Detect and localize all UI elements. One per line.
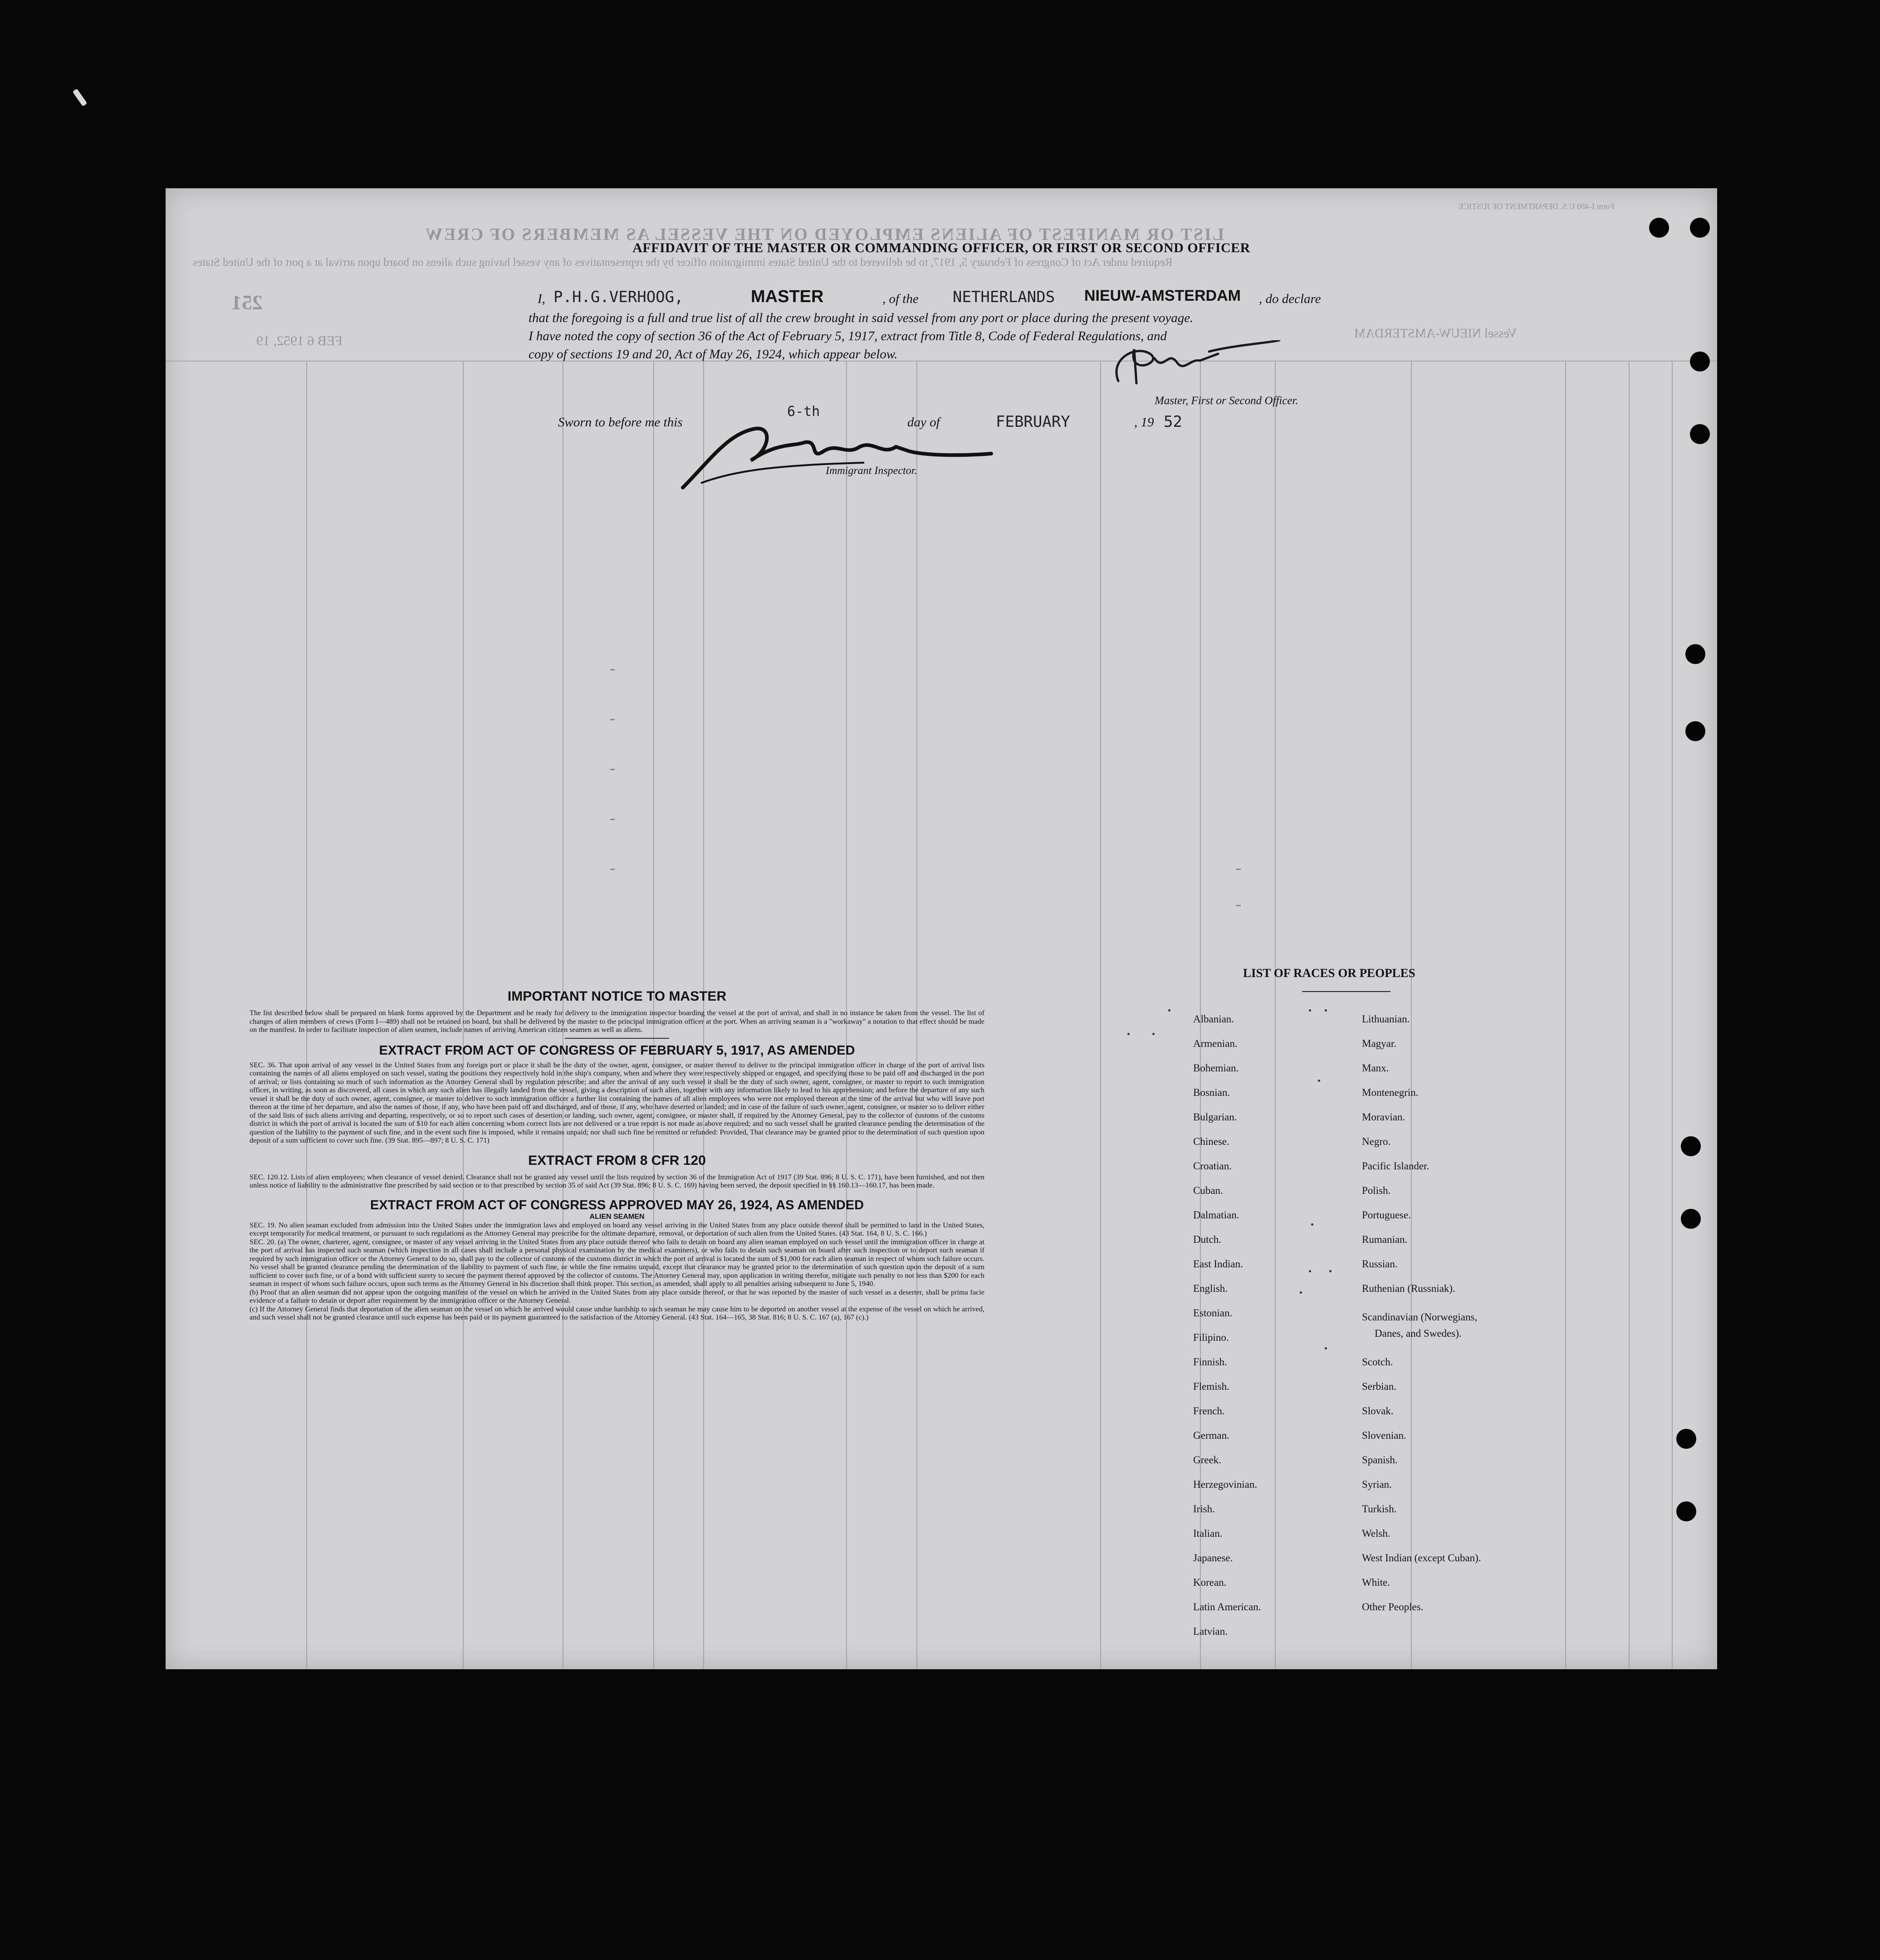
ink-dot — [1300, 1291, 1302, 1294]
race-item: Portuguese. — [1362, 1209, 1411, 1221]
race-item: Danes, and Swedes). — [1375, 1328, 1462, 1339]
ghost-column-line — [1100, 361, 1101, 1669]
ink-dot — [1318, 1080, 1320, 1082]
punch-hole — [1649, 218, 1669, 238]
ink-dot — [1127, 1033, 1130, 1035]
master-name-handwritten: P.H.G.VERHOOG, — [553, 288, 684, 306]
affidavit-line-2: that the foregoing is a full and true list of all the crew brought in said vessel from any port or place during the present voyage. — [529, 311, 1194, 325]
extract-1924-sec19: SEC. 19. No alien seaman excluded from admission into the United States under the immigration laws and employed on board any vessel arriving in the United States from any place outside thereof shall be permitted to land in the United States, except temporarily for medical treatment, or pursuant to such regulations as the Attorney General may prescribe for the ultimate departure, removal, or deportation of such alien from the United States. (43 Stat. 164, 8 U. S. C. 166.) — [250, 1221, 984, 1237]
row-mark — [1236, 905, 1241, 906]
races-left-column — [1193, 1007, 1261, 1644]
sworn-label: Sworn to before me this — [558, 415, 683, 430]
race-item: German. — [1193, 1430, 1229, 1441]
race-item: Irish. — [1193, 1503, 1215, 1515]
race-item: Korean. — [1193, 1577, 1227, 1588]
ghost-form-number: Form I-480 U.S. DEPARTMENT OF JUSTICE — [1459, 202, 1615, 211]
extract-1924-sec20a: SEC. 20. (a) The owner, charterer, agent, consignee, or master of any vessel arriving in the United States from any place outside thereof who fails to detain on board any alien seaman employed on such vessel until the immigration officer in charge at the port of arrival has inspected such seaman (which inspection in all cases shall include a personal physical examination by the medical examiners), or who fails to detain such seaman on board after such inspection or to deport such seaman if required by such immigration officer or the Attorney General to do so, shall pay to the collector of customs of the customs district in which the port of arrival is located the sum of $1,000 for each alien seaman in respect of whom such failure occurs. No vessel shall be granted clearance pending the determination of the liability to payment of such fine, or while the fine remains unpaid, except that clearance may be granted prior to the determination of such question upon the deposit of a sum sufficient to cover such fine, or of a bond with sufficient surety to secure the payment thereof approved by the collector of customs. The Attorney General may, upon application in writing therefor, mitigate such penalty to not less than $200 for each seaman in respect of whom such failure occurs, upon such terms as the Attorney General in his discretion shall think proper. This section, as amended, shall apply to all penalties arising subsequent to June 5, 1940. — [250, 1237, 984, 1288]
row-mark — [610, 669, 615, 670]
extract-1917-body: SEC. 36. That upon arrival of any vessel in the United States from any foreign port or place it shall be the duty of the owner, agent, consignee, or master thereof to deliver to the principal immigration officer in charge of the port of arrival lists containing the names of all aliens employed on such vessel, stating the positions they respectively hold in the ship's company, when and where they were respectively shipped or engaged, and specifying those to be paid off and discharged in the port of arrival; or lists containing so much of such information as the Attorney General shall by regulation prescribe; and after the arrival of any such vessel it shall be the duty of such owner, agent, consignee, or master to report to such immigration officer, in writing, as soon as discovered, all cases in which any such alien has illegally landed from the vessel, giving a description of such alien, together with any information likely to lead to his apprehension; and before the departure of any such vessel it shall be the duty of such owner, agent, consignee, or master to deliver to such immigration officer a further list containing the names of all alien employees who were not employed thereon at the time of the arrival but who will leave port thereon at the time of her departure, and also the names of those, if any, who have been paid off and discharged, and of those, if any, who have deserted or landed; and in case of the failure of such owner, agent, consignee, or master so to deliver either of the said lists of such aliens arriving and departing, respectively, or so to report such cases of desertion or landing, such owner, agent, consignee, or master shall, if required by the Attorney General, pay to the collector of customs of the customs district in which the port of arrival is located the sum of $10 for each alien concerning whom correct lists are not delivered or a true report is not made as above required; and no such vessel shall be granted clearance pending the determination of the question of the liability to the payment of such fine, and in the event such fine is imposed, while it remains unpaid; nor shall such fine be remitted or refunded: Provided, That clearance may be granted prior to the determination of such question upon deposit of a sum sufficient to cover such fine. (39 Stat. 895—897; 8 U. S. C. 171) — [250, 1061, 984, 1144]
day-of-label: day of — [907, 415, 940, 430]
race-item: Turkish. — [1362, 1503, 1397, 1515]
race-item: Albanian. — [1193, 1013, 1234, 1025]
race-item: Herzegovinian. — [1193, 1479, 1258, 1490]
races-list-title: LIST OF RACES OR PEOPLES — [1243, 966, 1415, 980]
race-item: Scandinavian (Norwegians, — [1362, 1311, 1478, 1323]
race-item: Croatian. — [1193, 1160, 1232, 1172]
divider — [565, 1038, 669, 1039]
race-item: Chinese. — [1193, 1136, 1229, 1147]
do-declare-label: , do declare — [1259, 292, 1321, 306]
race-item: Latvian. — [1193, 1626, 1228, 1637]
ghost-sheet-number: 251 — [231, 291, 263, 314]
races-right-column — [1362, 1007, 1481, 1619]
race-item: Filipino. — [1193, 1332, 1229, 1343]
notice-section — [250, 989, 984, 1322]
race-item: Magyar. — [1362, 1038, 1397, 1049]
punch-hole — [1681, 1209, 1701, 1229]
punch-hole — [1690, 424, 1710, 444]
race-item: West Indian (except Cuban). — [1362, 1552, 1481, 1564]
extract-cfr-body: SEC. 120.12. Lists of alien employees; when clearance of vessel denied. Clearance shall not be granted any vessel until the lists required by section 36 of the Immigration Act of 1917 (39 Stat. 896; 8 U. S. C. 171), have been furnished, and not then unless notice of liability to the administrative fine prescribed by said section or to that prescribed by section 35 of said Act (39 Stat. 896; 8 U. S. C. 169) having been served, the deposit specified in §§ 160.13—160.17, has been made. — [250, 1173, 984, 1189]
race-item: Bulgarian. — [1193, 1111, 1237, 1123]
punch-hole — [1676, 1429, 1696, 1449]
race-item: Italian. — [1193, 1528, 1223, 1539]
ship-name: NIEUW-AMSTERDAM — [1084, 287, 1241, 304]
ghost-header-rule — [166, 361, 1717, 362]
race-item: English. — [1193, 1283, 1228, 1294]
race-item: Greek. — [1193, 1454, 1221, 1466]
alien-seamen-subtitle: ALIEN SEAMEN — [589, 1212, 645, 1221]
ghost-column-line — [1629, 361, 1630, 1669]
ghost-vessel-name: Vessel NIEUW-AMSTERDAM — [1354, 327, 1517, 341]
race-item: Syrian. — [1362, 1479, 1392, 1490]
race-item: Other Peoples. — [1362, 1601, 1424, 1613]
row-mark — [610, 719, 615, 720]
race-item: East Indian. — [1193, 1258, 1243, 1270]
extract-1924-sec20b: (b) Proof that an alien seaman did not appear upon the outgoing manifest of the vessel on which he arrived in the United States from any place outside thereof, or that he was reported by the master of such vessel as a deserter, shall be prima facie evidence of a failure to detain or deport after requirement by the immigration officer or the Attorney General. — [250, 1288, 984, 1305]
race-item: Latin American. — [1193, 1601, 1261, 1613]
race-item: Welsh. — [1362, 1528, 1390, 1539]
race-item: French. — [1193, 1405, 1225, 1417]
race-item: Polish. — [1362, 1185, 1391, 1196]
sworn-year-handwritten: 52 — [1164, 413, 1182, 431]
notice-body: The list described below shall be prepared on blank forms approved by the Department and be ready for delivery to the immigration inspector boarding the vessel at the port of arrival, and shall in no instance be taken from the vessel. The list of changes of alien members of crews (Form I—489) shall not be retained on board, but shall be delivered by the master to the principal immigration officer at the port. When an arriving seaman is a "workaway" a notation to that effect should be made on the manifest. In order to facilitate inspection of alien seamen, include names of arriving American citizen seamen as well as aliens. — [250, 1009, 984, 1034]
ghost-date-stamp: FEB 6 1952, 19 — [256, 333, 343, 348]
inspector-caption: Immigrant Inspector. — [826, 465, 917, 477]
ghost-manifest-title: LIST OR MANIFEST OF ALIENS EMPLOYED ON THE VESSEL AS MEMBERS OF CREW — [424, 225, 1224, 244]
extract-1917-title: EXTRACT FROM ACT OF CONGRESS OF FEBRUARY 5, 1917, AS AMENDED — [379, 1043, 855, 1058]
ghost-column-line — [1672, 361, 1673, 1669]
ink-dot — [1309, 1270, 1311, 1272]
sworn-month-handwritten: FEBRUARY — [996, 413, 1070, 431]
race-item: Spanish. — [1362, 1454, 1398, 1466]
rank-master: MASTER — [751, 287, 824, 306]
signer-caption: Master, First or Second Officer. — [1155, 395, 1298, 407]
ink-dot — [1329, 1270, 1332, 1272]
race-item: Finnish. — [1193, 1356, 1227, 1368]
race-item: Bosnian. — [1193, 1087, 1230, 1098]
of-the-label: , of the — [882, 292, 919, 306]
affidavit-line-3: I have noted the copy of section 36 of the Act of February 5, 1917, extract from Title 8, Code of Federal Regulations, and — [529, 329, 1167, 343]
punch-hole — [1681, 1136, 1701, 1156]
race-item: Estonian. — [1193, 1307, 1233, 1319]
race-item: Japanese. — [1193, 1552, 1233, 1564]
ghost-column-line — [1565, 361, 1566, 1669]
ink-dot — [1168, 1009, 1170, 1012]
punch-hole — [1690, 352, 1710, 371]
notice-title: IMPORTANT NOTICE TO MASTER — [507, 989, 727, 1004]
affidavit-i-label: I, — [538, 292, 545, 306]
punch-hole — [1690, 218, 1710, 238]
row-mark — [610, 869, 615, 870]
manifest-sheet — [166, 188, 1717, 1669]
race-item: Rumanian. — [1362, 1234, 1408, 1245]
ink-dot — [1309, 1009, 1311, 1012]
race-item: Lithuanian. — [1362, 1013, 1410, 1025]
race-item: Ruthenian (Russniak). — [1362, 1283, 1455, 1294]
race-item: Dalmatian. — [1193, 1209, 1239, 1221]
punch-hole — [1676, 1501, 1696, 1521]
race-item: Bohemian. — [1193, 1062, 1239, 1074]
race-item: Manx. — [1362, 1062, 1389, 1074]
race-item: Dutch. — [1193, 1234, 1221, 1245]
extract-1924-sec20c: (c) If the Attorney General finds that deportation of the alien seaman on the vessel on which he arrived would cause undue hardship to such seaman he may cause him to be deported on another vessel at the expense of the vessel on which he arrived, and such vessel shall not be granted clearance until such expense has been paid or its payment guaranteed to the satisfaction of the Attorney General. (43 Stat. 164—165, 38 Stat. 816; 8 U. S. C. 167 (a), 167 (c).) — [250, 1305, 984, 1321]
inspector-signature — [674, 415, 1000, 497]
year-prefix-label: , 19 — [1134, 415, 1154, 430]
row-mark — [1236, 869, 1241, 870]
ink-dot — [1311, 1223, 1313, 1226]
race-item: Armenian. — [1193, 1038, 1238, 1049]
race-item: Russian. — [1362, 1258, 1398, 1270]
ink-dot — [1325, 1009, 1327, 1012]
race-item: Cuban. — [1193, 1185, 1223, 1196]
extract-cfr-title: EXTRACT FROM 8 CFR 120 — [528, 1153, 706, 1168]
nationality-handwritten: NETHERLANDS — [953, 288, 1055, 306]
race-item: Moravian. — [1362, 1111, 1405, 1123]
affidavit-title: AFFIDAVIT OF THE MASTER OR COMMANDING OFFICER, OR FIRST OR SECOND OFFICER — [632, 240, 1250, 255]
film-scratch-mark — [73, 88, 88, 107]
race-item: Negro. — [1362, 1136, 1391, 1147]
row-mark — [610, 819, 615, 820]
races-title-rule — [1302, 991, 1390, 992]
race-item: Scotch. — [1362, 1356, 1393, 1368]
sworn-day-handwritten: 6-th — [787, 404, 820, 420]
ghost-column-line — [1275, 361, 1276, 1669]
affidavit-line-4: copy of sections 19 and 20, Act of May 26, 1924, which appear below. — [529, 347, 898, 362]
punch-hole — [1685, 644, 1705, 664]
race-item: Pacific Islander. — [1362, 1160, 1430, 1172]
master-signature — [1100, 340, 1282, 395]
extract-1924-title: EXTRACT FROM ACT OF CONGRESS APPROVED MAY 26, 1924, AS AMENDED — [370, 1198, 864, 1212]
race-item: Flemish. — [1193, 1381, 1229, 1392]
race-item: Serbian. — [1362, 1381, 1397, 1392]
ghost-requirement-text: Required under Act of Congress of February 5, 1917, to be delivered to the United States immigration officer by the representatives of any vessel having such aliens on board upon arrival at a port of the United States — [193, 256, 1173, 269]
race-item: White. — [1362, 1577, 1390, 1588]
punch-hole — [1685, 721, 1705, 741]
race-item: Slovenian. — [1362, 1430, 1406, 1441]
ink-dot — [1325, 1347, 1327, 1349]
race-item: Montenegrin. — [1362, 1087, 1419, 1098]
ink-dot — [1152, 1033, 1155, 1035]
race-item: Slovak. — [1362, 1405, 1394, 1417]
row-mark — [610, 769, 615, 770]
